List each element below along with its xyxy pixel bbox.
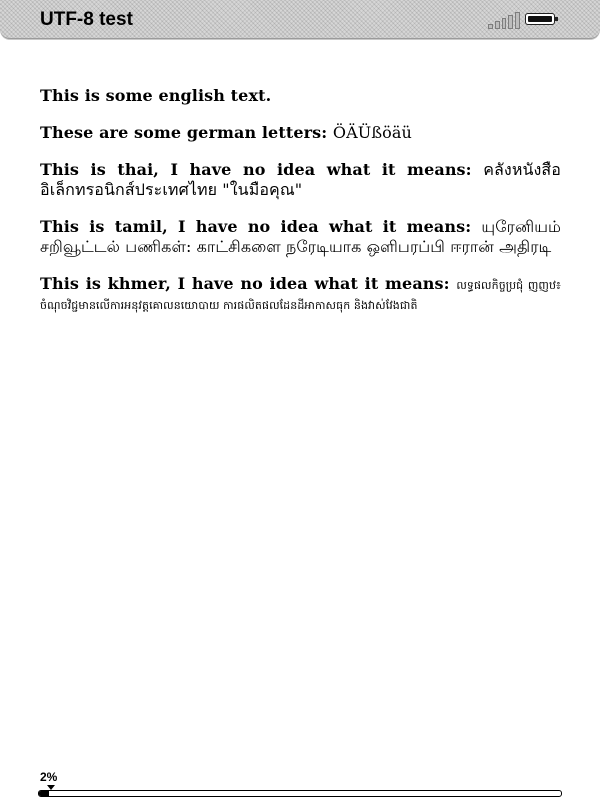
paragraph-lead: These are some german letters: — [40, 123, 333, 142]
paragraph-lead: This is khmer, I have no idea what it means: — [40, 274, 457, 293]
document-body — [40, 86, 561, 331]
paragraph-sample-text: யுரேனியம் சறிவூட்டல் பணிகள்: காட்சிகளை நரேடியாக ஒளிபரப்பி ஈரான் அதிரடி — [40, 217, 561, 256]
paragraph-lead: This is some english text. — [40, 86, 272, 105]
reading-progress-bar[interactable] — [38, 790, 562, 797]
paragraph-thai — [40, 160, 561, 200]
paragraph-sample-text: คลังหนังสืออิเล็กทรอนิกส์ประเทศไทย "ในมือคุณ" — [40, 160, 561, 199]
paragraph-english — [40, 86, 561, 106]
paragraph-sample-text: លទ្ធផលកិច្ចប្រជុំ ញញឋ៖ ចំណុចវិជ្ជមានលើការអនុវត្តគោលនយោបាយ ការផលិតផលដែនដីអាកាសធុក និងវាស់វែងជាតិ — [40, 279, 561, 312]
title-bar — [0, 0, 600, 39]
paragraph-sample-text: ÖÄÜßöäü — [332, 123, 412, 142]
paragraph-german — [40, 123, 561, 143]
paragraph-khmer — [40, 274, 561, 314]
paragraph-lead: This is thai, I have no idea what it means: — [40, 160, 484, 179]
page-title: UTF-8 test — [40, 9, 133, 30]
signal-strength-icon — [488, 11, 520, 29]
progress-percent-label: 2% — [40, 770, 58, 784]
progress-fill — [39, 791, 49, 796]
battery-icon — [525, 13, 555, 25]
paragraph-tamil — [40, 217, 561, 257]
paragraph-lead: This is tamil, I have no idea what it means: — [40, 217, 482, 236]
